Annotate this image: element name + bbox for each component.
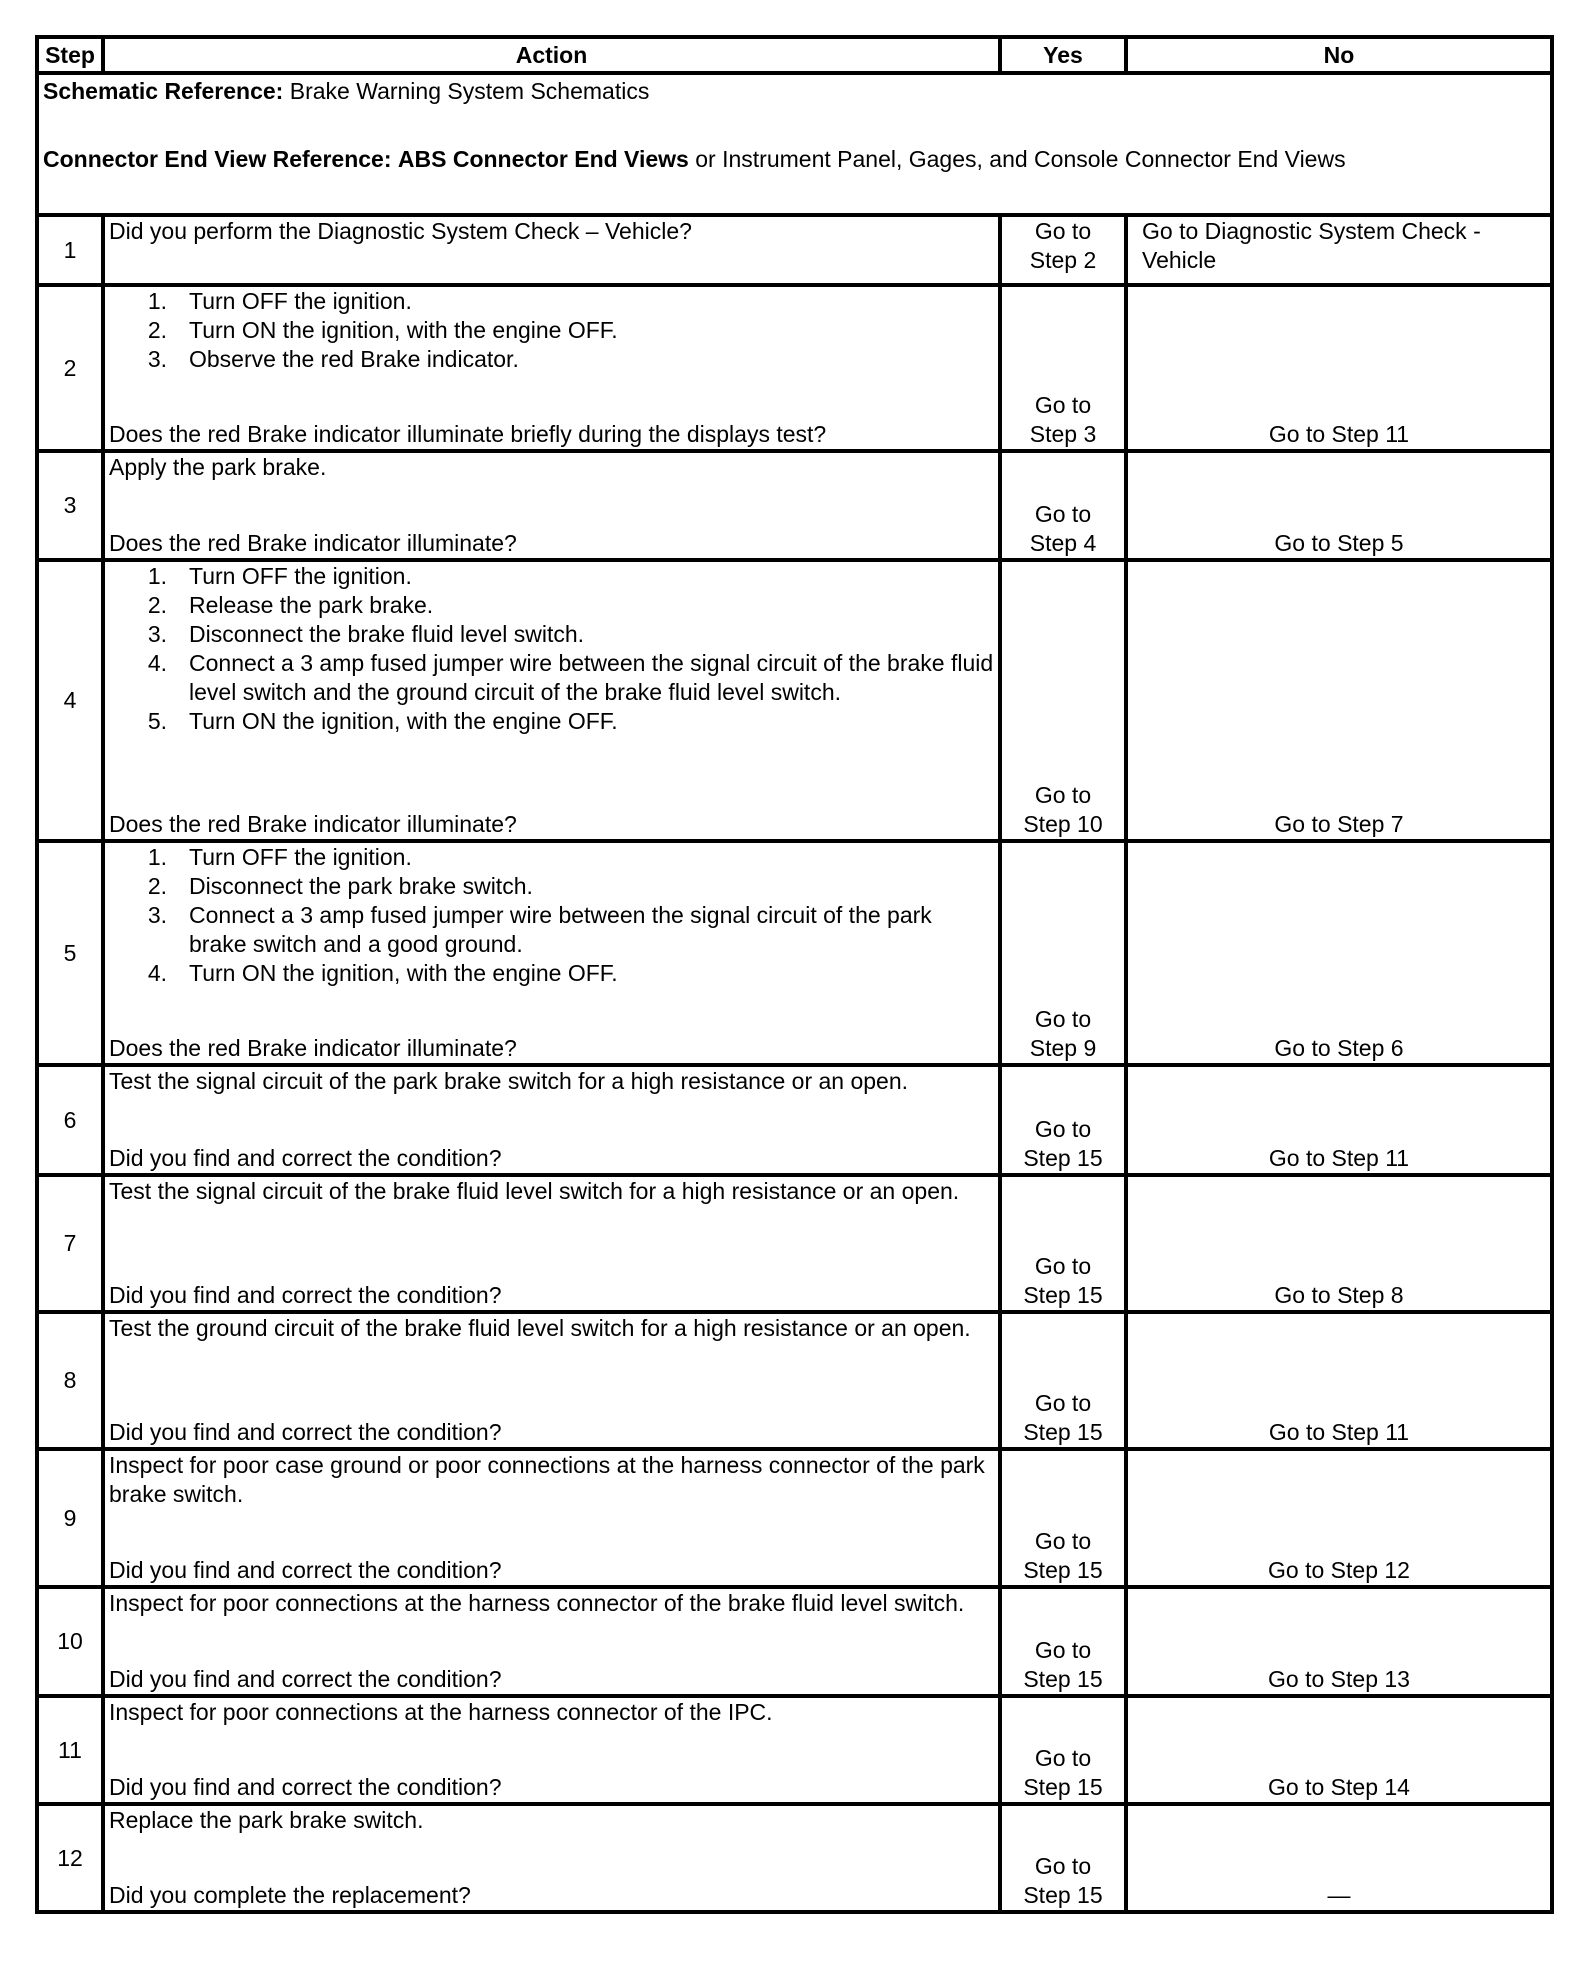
step-number: 10 (37, 1587, 103, 1696)
step-row (37, 841, 1552, 1065)
step-row (37, 1312, 1552, 1449)
action-cell (103, 1449, 1000, 1587)
action-cell (103, 1804, 1000, 1912)
action-question: Did you complete the replacement? (109, 1882, 471, 1908)
action-cell (103, 1175, 1000, 1312)
yes-link[interactable]: Go to Step 10 (1000, 560, 1126, 841)
connector-reference (43, 145, 1546, 174)
header-step: Step (37, 37, 103, 73)
action-instruction: Inspect for poor case ground or poor connections at the harness connector of the park brake switch. (109, 1452, 985, 1507)
no-link[interactable]: Go to Step 11 (1126, 1065, 1552, 1175)
action-step: 4. Connect a 3 amp fused jumper wire between the signal circuit of the brake fluid level switch and the ground circuit of the brake fluid level switch. (147, 650, 994, 705)
action-instruction: Test the ground circuit of the brake fluid level switch for a high resistance or an open. (109, 1315, 971, 1341)
step-row (37, 285, 1552, 451)
action-cell (103, 841, 1000, 1065)
action-step: 3. Observe the red Brake indicator. (147, 346, 519, 372)
action-cell (103, 1587, 1000, 1696)
header-action: Action (103, 37, 1000, 73)
action-cell (103, 560, 1000, 841)
action-question: Did you perform the Diagnostic System Check – Vehicle? (109, 218, 692, 244)
action-instruction: Test the signal circuit of the brake fluid level switch for a high resistance or an open. (109, 1178, 960, 1204)
step-number: 5 (37, 841, 103, 1065)
no-link[interactable]: Go to Step 7 (1126, 560, 1552, 841)
no-link[interactable]: Go to Step 12 (1126, 1449, 1552, 1587)
or-text: or (695, 146, 716, 172)
action-question: Does the red Brake indicator illuminate briefly during the displays test? (109, 421, 827, 447)
step-number: 11 (37, 1696, 103, 1804)
schematic-label: Schematic Reference: (43, 78, 284, 104)
reference-cell (37, 73, 1552, 215)
yes-link[interactable]: Go to Step 15 (1000, 1175, 1126, 1312)
action-question: Did you find and correct the condition? (109, 1666, 502, 1692)
schematic-link[interactable]: Brake Warning System Schematics (289, 78, 650, 104)
action-step: 2. Turn ON the ignition, with the engine OFF. (147, 317, 618, 343)
action-step: 5. Turn ON the ignition, with the engine OFF. (147, 708, 618, 734)
ipc-connector-link[interactable]: Instrument Panel, Gages, and Console Connector End Views (722, 146, 1346, 172)
diagnostic-table (35, 35, 1554, 1914)
action-question: Does the red Brake indicator illuminate? (109, 1035, 517, 1061)
yes-link[interactable]: Go to Step 15 (1000, 1696, 1126, 1804)
step-row (37, 451, 1552, 560)
abs-connector-link[interactable]: ABS Connector End Views (397, 146, 689, 172)
step-number: 1 (37, 215, 103, 285)
action-question: Did you find and correct the condition? (109, 1419, 502, 1445)
no-link[interactable]: Go to Step 6 (1126, 841, 1552, 1065)
step-number: 9 (37, 1449, 103, 1587)
action-question: Does the red Brake indicator illuminate? (109, 811, 517, 837)
no-link[interactable]: Go to Step 8 (1126, 1175, 1552, 1312)
action-cell (103, 1065, 1000, 1175)
action-step: 1. Turn OFF the ignition. (147, 563, 412, 589)
step-row (37, 1065, 1552, 1175)
step-row (37, 1587, 1552, 1696)
action-steps (109, 562, 994, 736)
action-steps (109, 287, 994, 374)
no-link[interactable]: Go to Step 11 (1126, 285, 1552, 451)
step-row (37, 560, 1552, 841)
yes-link[interactable]: Go to Step 15 (1000, 1449, 1126, 1587)
action-question: Did you find and correct the condition? (109, 1774, 502, 1800)
yes-link[interactable]: Go to Step 3 (1000, 285, 1126, 451)
action-instruction: Inspect for poor connections at the harness connector of the IPC. (109, 1699, 773, 1725)
no-link[interactable]: Go to Step 13 (1126, 1587, 1552, 1696)
action-step: 2. Disconnect the park brake switch. (147, 873, 533, 899)
yes-link[interactable]: Go to Step 2 (1000, 215, 1126, 285)
yes-link[interactable]: Go to Step 15 (1000, 1065, 1126, 1175)
connector-label: Connector End View Reference: (43, 146, 392, 172)
no-link[interactable]: Go to Step 14 (1126, 1696, 1552, 1804)
action-question: Did you find and correct the condition? (109, 1282, 502, 1308)
action-step: 3. Connect a 3 amp fused jumper wire between the signal circuit of the park brake switch and a good ground. (147, 902, 932, 957)
header-yes: Yes (1000, 37, 1126, 73)
reference-row (37, 73, 1552, 215)
step-number: 3 (37, 451, 103, 560)
yes-link[interactable]: Go to Step 15 (1000, 1587, 1126, 1696)
schematic-reference (43, 77, 1546, 106)
header-row (37, 37, 1552, 73)
action-instruction: Inspect for poor connections at the harness connector of the brake fluid level switch. (109, 1590, 965, 1616)
no-link[interactable]: Go to Diagnostic System Check - Vehicle (1126, 215, 1552, 285)
action-instruction: Test the signal circuit of the park brake switch for a high resistance or an open. (109, 1068, 909, 1094)
step-row (37, 1804, 1552, 1912)
step-number: 4 (37, 560, 103, 841)
action-cell (103, 1696, 1000, 1804)
action-step: 3. Disconnect the brake fluid level switch. (147, 621, 585, 647)
action-question: Does the red Brake indicator illuminate? (109, 530, 517, 556)
step-number: 2 (37, 285, 103, 451)
step-number: 6 (37, 1065, 103, 1175)
action-question: Did you find and correct the condition? (109, 1557, 502, 1583)
step-row (37, 215, 1552, 285)
yes-link[interactable]: Go to Step 9 (1000, 841, 1126, 1065)
action-step: 2. Release the park brake. (147, 592, 434, 618)
step-number: 8 (37, 1312, 103, 1449)
action-steps (109, 843, 994, 988)
step-row (37, 1175, 1552, 1312)
action-cell (103, 285, 1000, 451)
action-cell (103, 1312, 1000, 1449)
action-step: 1. Turn OFF the ignition. (147, 288, 412, 314)
no-link[interactable]: Go to Step 5 (1126, 451, 1552, 560)
action-step: 1. Turn OFF the ignition. (147, 844, 412, 870)
step-number: 7 (37, 1175, 103, 1312)
action-question: Did you find and correct the condition? (109, 1145, 502, 1171)
action-instruction: Replace the park brake switch. (109, 1807, 424, 1833)
no-link[interactable]: — (1126, 1804, 1552, 1912)
action-step: 4. Turn ON the ignition, with the engine OFF. (147, 960, 618, 986)
action-cell (103, 451, 1000, 560)
yes-link[interactable]: Go to Step 15 (1000, 1804, 1126, 1912)
action-cell (103, 215, 1000, 285)
yes-link[interactable]: Go to Step 15 (1000, 1312, 1126, 1449)
step-number: 12 (37, 1804, 103, 1912)
no-link[interactable]: Go to Step 11 (1126, 1312, 1552, 1449)
action-instruction: Apply the park brake. (109, 454, 327, 480)
header-no: No (1126, 37, 1552, 73)
step-row (37, 1696, 1552, 1804)
yes-link[interactable]: Go to Step 4 (1000, 451, 1126, 560)
step-row (37, 1449, 1552, 1587)
